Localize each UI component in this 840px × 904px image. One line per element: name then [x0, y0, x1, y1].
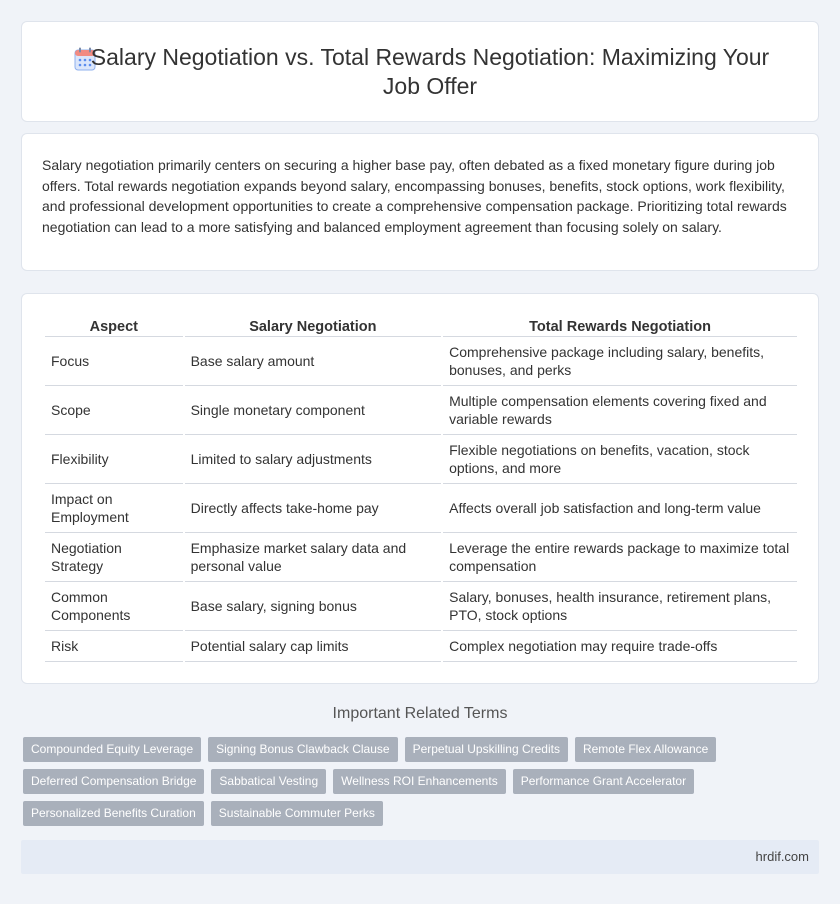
table-row — [45, 582, 797, 631]
related-term-tag[interactable]: Personalized Benefits Curation — [23, 801, 204, 826]
footer — [21, 840, 819, 874]
related-term-tag[interactable]: Perpetual Upskilling Credits — [405, 737, 568, 762]
cell-aspect: Negotiation Strategy — [45, 533, 183, 582]
cell-aspect: Risk — [45, 631, 183, 662]
related-term-tag[interactable]: Performance Grant Accelerator — [513, 769, 694, 794]
cell-salary: Base salary amount — [185, 337, 442, 386]
table-row — [45, 631, 797, 662]
header-card — [21, 21, 819, 122]
header-aspect: Aspect — [45, 316, 183, 337]
page-title: Salary Negotiation vs. Total Rewards Negotiation: Maximizing Your Job Offer — [90, 43, 770, 99]
table-row — [45, 337, 797, 386]
related-term-tag[interactable]: Deferred Compensation Bridge — [23, 769, 204, 794]
header-salary-negotiation: Salary Negotiation — [185, 316, 442, 337]
cell-salary: Base salary, signing bonus — [185, 582, 442, 631]
comparison-table-card — [21, 293, 819, 684]
related-term-tag[interactable]: Sustainable Commuter Perks — [211, 801, 383, 826]
intro-paragraph: Salary negotiation primarily centers on securing a higher base pay, often debated as a fixed monetary figure during job offers. Total rewards negotiation expands beyond salary, encompassing bonuses, benefits, stock options, work flexibility, and professional development opportunities to create a comprehensive compensation package. Prioritizing total rewards negotiation can lead to a more satisfying and balanced employment agreement than focusing solely on salary. — [42, 157, 787, 236]
cell-total-rewards: Complex negotiation may require trade-offs — [443, 631, 797, 662]
cell-aspect: Focus — [45, 337, 183, 386]
cell-total-rewards: Affects overall job satisfaction and long-term value — [443, 484, 797, 533]
table-row — [45, 484, 797, 533]
comparison-table — [43, 316, 799, 662]
footer-site-link[interactable]: hrdif.com — [755, 849, 809, 864]
cell-total-rewards: Comprehensive package including salary, benefits, bonuses, and perks — [443, 337, 797, 386]
cell-salary: Directly affects take-home pay — [185, 484, 442, 533]
header-total-rewards-negotiation: Total Rewards Negotiation — [443, 316, 797, 337]
cell-aspect: Scope — [45, 386, 183, 435]
table-row — [45, 435, 797, 484]
table-row — [45, 533, 797, 582]
cell-salary: Single monetary component — [185, 386, 442, 435]
related-term-tag[interactable]: Remote Flex Allowance — [575, 737, 716, 762]
table-header-row — [45, 316, 797, 337]
related-terms-list — [23, 737, 817, 833]
cell-salary: Limited to salary adjustments — [185, 435, 442, 484]
cell-total-rewards: Flexible negotiations on benefits, vacation, stock options, and more — [443, 435, 797, 484]
cell-aspect: Impact on Employment — [45, 484, 183, 533]
related-terms-title: Important Related Terms — [332, 705, 508, 722]
related-term-tag[interactable]: Wellness ROI Enhancements — [333, 769, 506, 794]
related-term-tag[interactable]: Signing Bonus Clawback Clause — [208, 737, 397, 762]
table-row — [45, 386, 797, 435]
cell-total-rewards: Leverage the entire rewards package to maximize total compensation — [443, 533, 797, 582]
related-term-tag[interactable]: Compounded Equity Leverage — [23, 737, 201, 762]
intro-card — [21, 133, 819, 271]
cell-total-rewards: Multiple compensation elements covering fixed and variable rewards — [443, 386, 797, 435]
cell-salary: Emphasize market salary data and personal value — [185, 533, 442, 582]
cell-aspect: Flexibility — [45, 435, 183, 484]
cell-salary: Potential salary cap limits — [185, 631, 442, 662]
related-term-tag[interactable]: Sabbatical Vesting — [211, 769, 326, 794]
cell-aspect: Common Components — [45, 582, 183, 631]
cell-total-rewards: Salary, bonuses, health insurance, retirement plans, PTO, stock options — [443, 582, 797, 631]
